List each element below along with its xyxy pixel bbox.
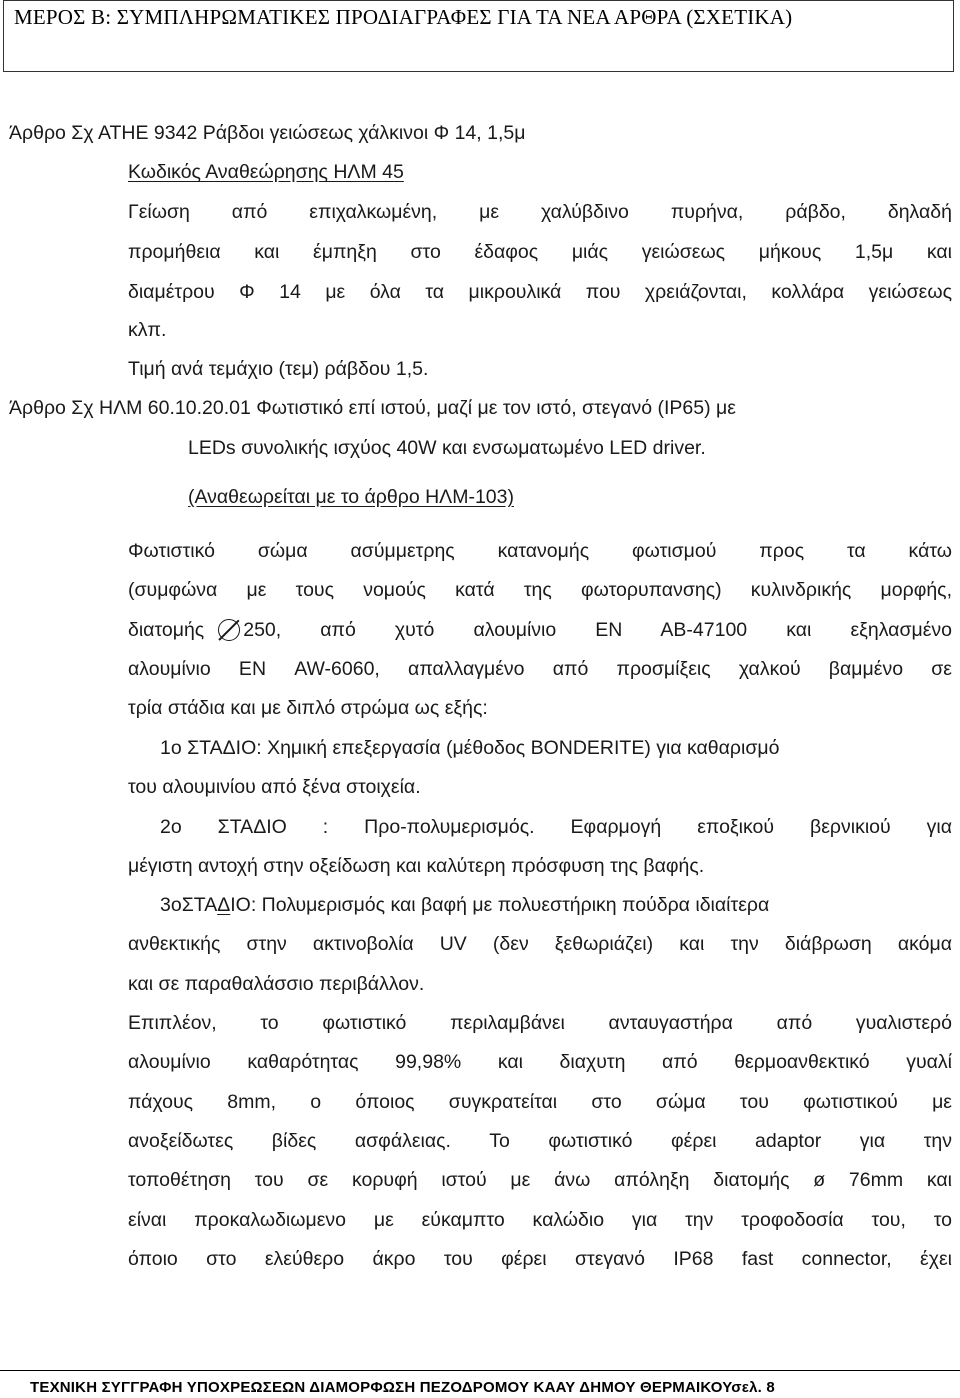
- article1-desc-line: Γείωση από επιχαλκωμένη, με χαλύβδινο πυρήνα, ράβδο, δηλαδή: [128, 201, 952, 223]
- article2-paragraph-line: τρία στάδια και με διπλό στρώμα ως εξής:: [128, 697, 488, 719]
- article2-paragraph-line: Φωτιστικό σώμα ασύμμετρης κατανομής φωτισμού προς τα κάτω: [128, 540, 952, 562]
- article2-paragraph-line: Επιπλέον, το φωτιστικό περιλαμβάνει ανταυγαστήρα από γυαλιστερό: [128, 1012, 952, 1034]
- article2-paragraph-line: πάχους 8mm, ο όποιος συγκρατείται στο σώμα του φωτιστικού με: [128, 1091, 952, 1113]
- article1-price: Τιμή ανά τεμάχιο (τεμ) ράβδου 1,5.: [128, 358, 429, 380]
- article1-code: Κωδικός Αναθεώρησης ΗΛΜ 45: [128, 161, 404, 183]
- stage2-line: μέγιστη αντοχή στην οξείδωση και καλύτερη πρόσφυση της βαφής.: [128, 855, 705, 877]
- article1-desc-line: κλπ.: [128, 319, 167, 341]
- article2-title-line1: Άρθρο Σχ ΗΛΜ 60.10.20.01 Φωτιστικό επί ιστού, μαζί με τον ιστό, στεγανό (IP65) με: [9, 397, 736, 419]
- article2-reference: (Αναθεωρείται με το άρθρο ΗΛΜ-103): [188, 486, 514, 508]
- article2-paragraph-line: [128, 618, 952, 642]
- article2-paragraph-line: αλουμίνιο καθαρότητας 99,98% και διαχυτη από θερμοανθεκτικό γυαλί: [128, 1051, 952, 1073]
- stage3-line: [160, 893, 769, 917]
- stage3-line: ανθεκτικής στην ακτινοβολία UV (δεν ξεθωριάζει) και την διάβρωση ακόμα: [128, 933, 952, 955]
- article2-paragraph-line: τοποθέτηση του σε κορυφή ιστού με άνω απόληξη διατομής ø 76mm και: [128, 1169, 952, 1191]
- article1-desc-line: διαμέτρου Φ 14 με όλα τα μικρουλικά που χρειάζονται, κολλάρα γειώσεως: [128, 281, 952, 303]
- page-footer: ΤΕΧΝΙΚΗ ΣΥΓΓΡΑΦΗ ΥΠΟΧΡΕΩΣΕΩΝ ΔΙΑΜΟΡΦΩΣΗ ΠΕΖΟΔΡΟΜΟΥ ΚΑΑΥ ΔΗΜΟΥ ΘΕΡΜΑΙΚΟΥσελ. 8: [30, 1379, 775, 1396]
- stage3-line: και σε παραθαλάσσιο περιβάλλον.: [128, 973, 425, 995]
- stage1-line: 1ο ΣΤΑΔΙΟ: Χημική επεξεργασία (μέθοδος BONDERITE) για καθαρισμό: [160, 737, 780, 759]
- article1-title: Άρθρο Σχ ΑΤΗΕ 9342 Ράβδοι γειώσεως χάλκινοι Φ 14, 1,5μ: [9, 122, 526, 144]
- section-header: [3, 0, 954, 72]
- article1-desc-line: προμήθεια και έμπηξη στο έδαφος μιάς γειώσεως μήκους 1,5μ και: [128, 241, 952, 263]
- article2-paragraph-line: ανοξείδωτες βίδες ασφάλειας. Το φωτιστικό φέρει adaptor για την: [128, 1130, 952, 1152]
- stage2-line: 2ο ΣΤΑΔΙΟ : Προ-πολυμερισμός. Εφαρμογή εποξικού βερνικιού για: [160, 816, 952, 838]
- section-title: ΜΕΡΟΣ Β: ΣΥΜΠΛΗΡΩΜΑΤΙΚΕΣ ΠΡΟΔΙΑΓΡΑΦΕΣ ΓΙΑ ΤΑ ΝΕΑ ΑΡΘΡΑ (ΣΧΕΤΙΚΑ): [14, 5, 793, 29]
- paragraph-text: 250, από χυτό αλουμίνιο ΕΝ ΑΒ-47100 και εξηλασμένο: [243, 619, 952, 641]
- footer-divider: [0, 1370, 960, 1371]
- stage3-text: ΙΟ: Πολυμερισμός και βαφή με πολυεστήρικη πούδρα ιδιαίτερα: [230, 894, 770, 916]
- article2-paragraph-line: (συμφώνα με τους νομούς κατά της φωτορυπανσης) κυλινδρικής μορφής,: [128, 579, 952, 601]
- article2-title-line2: LEDs συνολικής ισχύος 40W και ενσωματωμένο LED driver.: [188, 437, 706, 459]
- article2-paragraph-line: είναι προκαλωδιωμενο με εύκαμπτο καλώδιο για την τροφοδοσία του, το: [128, 1209, 952, 1231]
- diameter-icon: [218, 619, 240, 641]
- article2-paragraph-line: αλουμίνιο ΕΝ AW-6060, απαλλαγμένο από προσμίξεις χαλκού βαμμένο σε: [128, 658, 952, 680]
- article2-paragraph-line: όποιο στο ελεύθερο άκρο του φέρει στεγανό IP68 fast connector, έχει: [128, 1248, 952, 1270]
- stage3-prefix: 3οΣΤΑ: [160, 894, 218, 916]
- stage1-line: του αλουμινίου από ξένα στοιχεία.: [128, 776, 421, 798]
- section-label: διατομής: [128, 619, 205, 641]
- stage3-underlined-letter: Δ: [217, 894, 231, 916]
